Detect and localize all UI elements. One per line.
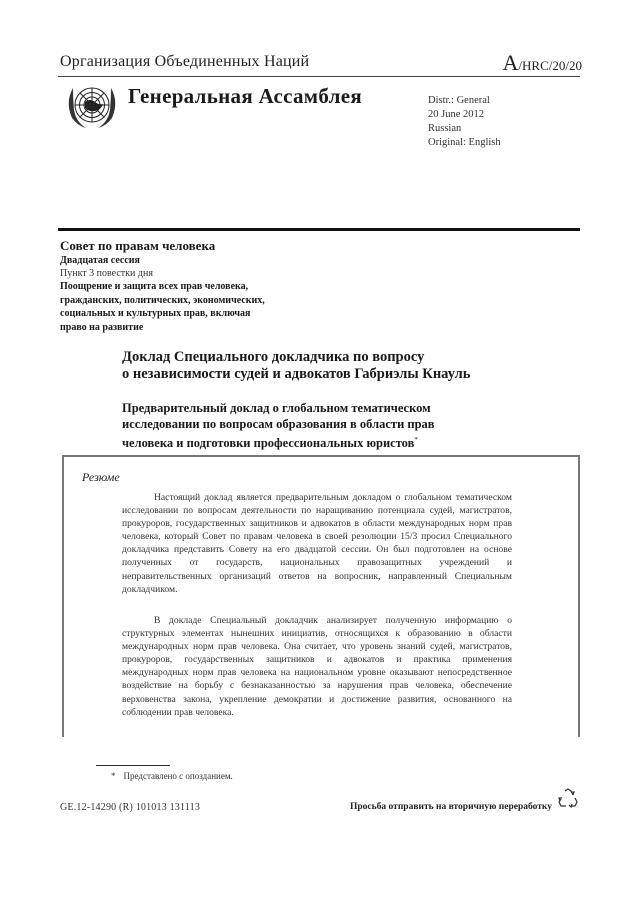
footnote-rule bbox=[96, 765, 170, 766]
report-title bbox=[122, 349, 542, 383]
distribution-info bbox=[428, 94, 501, 150]
footnote bbox=[111, 771, 233, 781]
organization-name: Организация Объединенных Наций bbox=[60, 53, 310, 70]
council-name: Совет по правам человека bbox=[60, 238, 216, 253]
footnote-star: * bbox=[111, 771, 116, 781]
document-symbol bbox=[503, 50, 582, 76]
council-block bbox=[60, 238, 320, 334]
symbol-rest: /HRC/20/20 bbox=[518, 58, 582, 73]
summary-paragraph-1: Настоящий доклад является предварительным докладом о глобальном тематическом исследовании по вопросам деятельности по наращиванию потенциала судей, магистратов, прокуроров, государственных защитников и адвокатов в области международных норм прав человека, который Совет по правам человека в своей резолюции 15/3 просил Специального докладчика представить Совету на его двадцатой сессии. Он был подготовлен на основе полученных от государств, национальных правозащитных учреждений и неправительственных организаций ответов на вопросник, направленный Специальным докладчиком. bbox=[122, 492, 512, 595]
general-assembly-title: Генеральная Ассамблея bbox=[128, 84, 363, 108]
summary-label: Резюме bbox=[82, 470, 120, 484]
job-number: GE.12-14290 (R) 101013 131113 bbox=[60, 802, 201, 813]
report-subtitle-line: исследовании по вопросам образования в области прав bbox=[122, 417, 435, 431]
language-line: Russian bbox=[428, 123, 462, 134]
agenda-title-line: Поощрение и защита всех прав человека, bbox=[60, 281, 249, 292]
thick-rule bbox=[58, 228, 580, 231]
agenda-title-line: социальных и культурных прав, включая bbox=[60, 308, 251, 319]
session: Двадцатая сессия bbox=[60, 255, 140, 266]
report-subtitle bbox=[122, 400, 522, 451]
summary-paragraph-2: В докладе Специальный докладчик анализирует полученную информацию о структурных элементах нынешних инициатив, относящихся к образованию в области международных норм прав человека. Она считает, что уровень знаний судей, магистратов, прокуроров, государственных защитников и адвокатов и практика применения международных норм прав человека на национальном уровне оказывают непосредственное воздействие на борьбу с безнаказанностью за нарушения прав человека, обеспечение верховенства закона, укрепление демократии и достижение развития, основанного на соблюдении прав человека. bbox=[122, 615, 512, 718]
distribution-line: Distr.: General bbox=[428, 95, 490, 106]
agenda-title-line: право на развитие bbox=[60, 321, 144, 333]
date-line: 20 June 2012 bbox=[428, 109, 484, 120]
report-subtitle-line: Предварительный доклад о глобальном тематическом bbox=[122, 401, 431, 415]
report-subtitle-line: человека и подготовки профессиональных юристов bbox=[122, 436, 415, 451]
agenda-title-line: гражданских, политических, экономических, bbox=[60, 294, 265, 306]
header-rule bbox=[58, 76, 580, 77]
symbol-prefix: A bbox=[502, 50, 519, 75]
report-title-line: Доклад Специального докладчика по вопросу bbox=[122, 349, 425, 365]
recycle-icon bbox=[557, 787, 579, 809]
footnote-text: Представлено с опозданием. bbox=[123, 771, 233, 781]
footnote-marker[interactable]: * bbox=[414, 436, 418, 444]
agenda-item: Пункт 3 повестки дня bbox=[60, 268, 153, 279]
recycle-text: Просьба отправить на вторичную переработку bbox=[350, 802, 552, 812]
original-language-line: Original: English bbox=[428, 137, 501, 148]
un-emblem-icon bbox=[63, 80, 121, 132]
report-title-line: о независимости судей и адвокатов Габриэлы Кнауль bbox=[122, 366, 471, 382]
